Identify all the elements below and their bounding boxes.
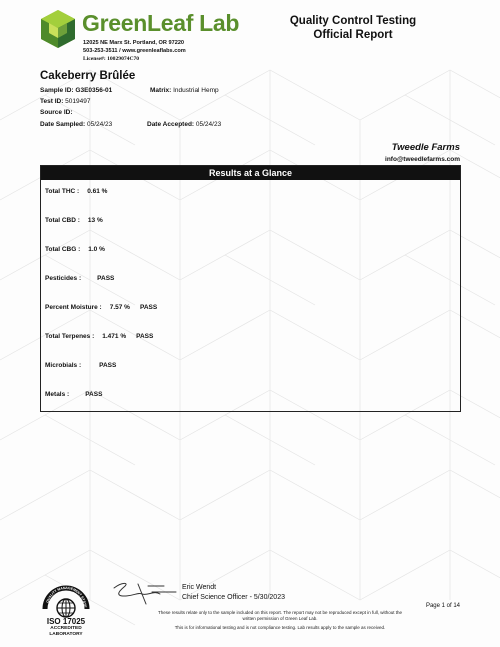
result-label: Percent Moisture :: [45, 304, 102, 311]
product-name: Cakeberry Brûlée: [40, 70, 136, 82]
results-panel: [40, 165, 461, 412]
iso-ring-text: QUALITY MANAGEMENT SYSTE: [45, 585, 88, 608]
client-email: info@tweedlefarms.com: [385, 156, 460, 163]
test-id-value: 5019497: [65, 98, 91, 105]
result-value: 13 %: [87, 217, 103, 224]
result-label: Microbials :: [45, 362, 82, 369]
client-name: Tweedle Farms: [391, 142, 460, 153]
signer-name: Eric Wendt: [182, 584, 217, 591]
result-status: PASS: [136, 333, 154, 340]
result-value: 7.57 %: [109, 304, 130, 311]
globe-seal-icon: [40, 585, 92, 619]
result-row-metals: [45, 391, 102, 398]
source-id-label: Source ID:: [40, 109, 73, 116]
disclaimer-line2: written permission of Green Leaf Lab.: [242, 616, 318, 621]
sample-id-value: G3E0356-01: [75, 87, 113, 94]
result-label: Total CBG :: [45, 246, 81, 253]
test-id: [40, 98, 90, 105]
sample-id-label: Sample ID:: [40, 87, 74, 94]
lab-address-block: [83, 39, 186, 63]
lab-contact: 503-253-3511 / www.greenleaflabs.com: [83, 48, 186, 54]
iso-number: ISO 17025: [46, 617, 86, 626]
result-status: PASS: [139, 304, 158, 311]
result-label: Metals :: [45, 391, 70, 398]
report-title: [278, 14, 428, 42]
result-status: PASS: [97, 275, 115, 282]
leaf-cube-icon: [38, 8, 78, 50]
result-row-total-cbg: [45, 246, 105, 253]
signer-title: Chief Science Officer - 5/30/2023: [182, 594, 285, 601]
sample-id: [40, 87, 112, 94]
date-sampled-label: Date Sampled:: [40, 121, 86, 128]
iso-accreditation-seal: [40, 585, 92, 645]
matrix-value: Industrial Hemp: [173, 87, 219, 94]
results-heading: Results at a Glance: [41, 166, 460, 180]
date-accepted: [147, 121, 221, 128]
page-number: Page 1 of 14: [425, 603, 460, 609]
result-label: Total CBD :: [45, 217, 80, 224]
test-id-label: Test ID:: [40, 98, 64, 105]
result-row-total-terpenes: [45, 333, 153, 340]
lab-license: License#: 10029074C70: [83, 56, 140, 62]
matrix: [150, 87, 219, 94]
date-accepted-value: 05/24/23: [195, 121, 222, 128]
iso-line2: LABORATORY: [49, 632, 83, 637]
report-title-line1: Quality Control Testing: [289, 15, 417, 27]
signature-image: [108, 574, 180, 608]
result-status: PASS: [99, 362, 117, 369]
result-value: 0.61 %: [87, 188, 108, 195]
disclaimer-line3: This is for informational testing and is not compliance testing. Lab results apply to the sample as received.: [174, 625, 386, 630]
iso-line1: ACCREDITED: [50, 626, 82, 631]
result-row-total-thc: [45, 188, 107, 195]
result-row-percent-moisture: [45, 304, 157, 311]
source-id: [40, 109, 73, 116]
result-label: Total Terpenes :: [45, 333, 95, 340]
lab-logo: [38, 8, 248, 66]
result-label: Pesticides :: [45, 275, 82, 282]
report-title-line2: Official Report: [313, 29, 393, 41]
matrix-label: Matrix:: [150, 87, 172, 94]
signer-block: [182, 583, 285, 603]
result-value: 1.471 %: [102, 333, 127, 340]
result-label: Total THC :: [45, 188, 80, 195]
result-row-total-cbd: [45, 217, 103, 224]
date-sampled-value: 05/24/23: [86, 121, 113, 128]
result-row-pesticides: [45, 275, 114, 282]
lab-address: 12025 NE Marx St. Portland, OR 97220: [83, 40, 185, 46]
result-row-microbials: [45, 362, 116, 369]
result-status: PASS: [85, 391, 103, 398]
iso-text: [40, 617, 92, 638]
date-sampled: [40, 121, 112, 128]
date-accepted-label: Date Accepted:: [147, 121, 195, 128]
lab-name: GreenLeaf Lab: [82, 10, 240, 36]
result-value: 1.0 %: [88, 246, 105, 253]
disclaimer-line1: These results relate only to the sample included on this report. The report may not be reproduced except in full, without the: [157, 610, 403, 615]
